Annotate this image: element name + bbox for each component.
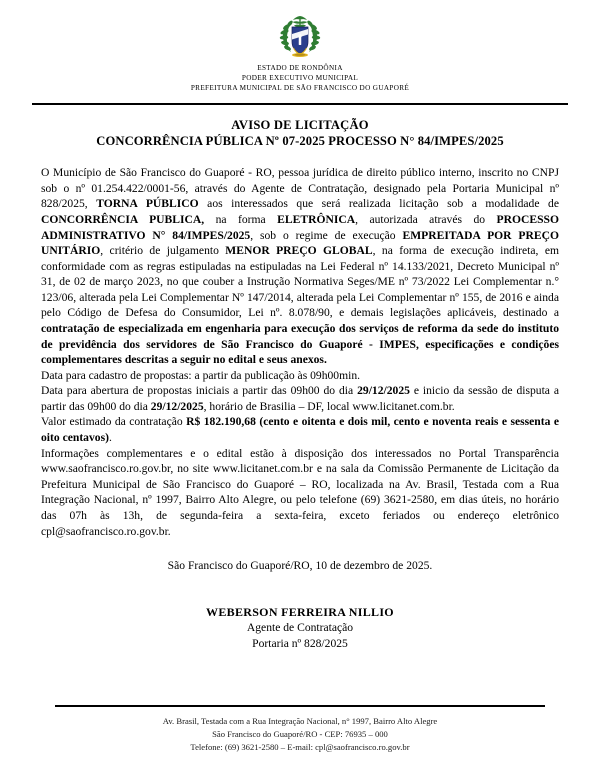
paragraph-valor: Valor estimado da contratação R$ 182.190,68 (cento e oitenta e dois mil, cento e noventa reais e sessenta e oito centavos). xyxy=(41,415,559,445)
footer-city-cep-line: São Francisco do Guaporé/RO - CEP: 76935 – 000 xyxy=(212,729,388,740)
signatory-name: WEBERSON FERREIRA NILLIO xyxy=(206,605,394,620)
document-body xyxy=(41,149,559,539)
paragraph-abertura: Data para abertura de propostas iniciais a partir das 09h00 do dia 29/12/2025 e inicio da sessão de disputa a partir das 09h00 do dia 29/12/2025, horário de Brasilia – DF, local www.licitanet.com.br. xyxy=(41,384,560,413)
header-municipality-line: PREFEITURA MUNICIPAL DE SÃO FRANCISCO DO GUAPORÉ xyxy=(190,83,410,92)
signatory-portaria: Portaria nº 828/2025 xyxy=(252,637,348,651)
document-header xyxy=(0,0,600,94)
header-divider-rule xyxy=(32,103,568,105)
paragraph-informacoes: Informações complementares e o edital estão à disposição dos interessados no Portal Transparência www.saofrancisco.ro.gov.br, no site www.licitanet.com.br e na sala da Comissão Permanente de Licitação da Prefeitura Municipal de São Francisco do Guaporé – RO, localizada na Av. Brasil, Testada com a Rua Integração Nacional, nº 1997, Bairro Alto Alegre, ou pelo telefone (69) 3621-2580, em dias úteis, no horário das 07h às 13h, de segunda-feira a sexta-feira, exceto feriados ou endereço eletrônico cpl@saofrancisco.ro.gov.br. xyxy=(41,446,559,538)
signature-block xyxy=(41,572,559,652)
paragraph-main: O Município de São Francisco do Guaporé - RO, pessoa jurídica de direito público interno, inscrito no CNPJ sob o nº 01.254.422/0001-56, através do Agente de Contratação, designado pela Portaria Municipal nº 828/2025, TORNA PÚBLICO aos interessados que será realizada licitação sob a modalidade de CONCORRÊNCIA PUBLICA, na forma ELETRÔNICA, autorizada através do PROCESSO ADMINISTRATIVO N° 84/IMPES/2025, sob o regime de execução EMPREITADA POR PREÇO UNITÁRIO, critério de julgamento MENOR PREÇO GLOBAL, na forma de execução indireta, em conformidade com as regras estipuladas na estipuladas na Lei Federal nº 14.133/2021, Decreto Municipal nº 31, de 02 de março 2023, no que couber a Instrução Normativa Seges/ME nº 73/2022 Lei Complementar n.° 123/06, alterada pela Lei Complementar Nº 147/2014, alterada pela Lei Complementar nº 155, de 2016 e ainda pelo Código de Defesa do Consumidor, Lei nº. 8.078/90, e demais legislações aplicáveis, destinado a contratação de especializada em engenharia para execução dos serviços de reforma da sede do instituto de previdência dos servidores de São Francisco do Guaporé - IMPES, especificações e condições complementares descritas a seguir no edital e seus anexos. xyxy=(41,166,559,367)
page-title xyxy=(0,117,600,149)
header-power-line: PODER EXECUTIVO MUNICIPAL xyxy=(241,73,359,82)
paragraph-cadastro: Data para cadastro de propostas: a partir da publicação às 09h00min. xyxy=(41,368,361,382)
document-footer xyxy=(0,705,600,754)
footer-divider-rule xyxy=(55,705,545,707)
place-and-date: São Francisco do Guaporé/RO, 10 de dezembro de 2025. xyxy=(167,559,433,573)
title-aviso: AVISO DE LICITAÇÃO xyxy=(231,118,369,132)
signatory-role: Agente de Contratação xyxy=(246,621,354,635)
title-concorrencia: CONCORRÊNCIA PÚBLICA Nº 07-2025 PROCESSO N° 84/IMPES/2025 xyxy=(96,134,504,149)
header-state-line: ESTADO DE RONDÔNIA xyxy=(257,64,343,72)
footer-contact-line: Telefone: (69) 3621-2580 – E-mail: cpl@saofrancisco.ro.gov.br xyxy=(190,742,410,753)
brasao-rondonia-icon xyxy=(278,14,322,60)
footer-address-line: Av. Brasil, Testada com a Rua Integração Nacional, n° 1997, Bairro Alto Alegre xyxy=(162,716,438,727)
